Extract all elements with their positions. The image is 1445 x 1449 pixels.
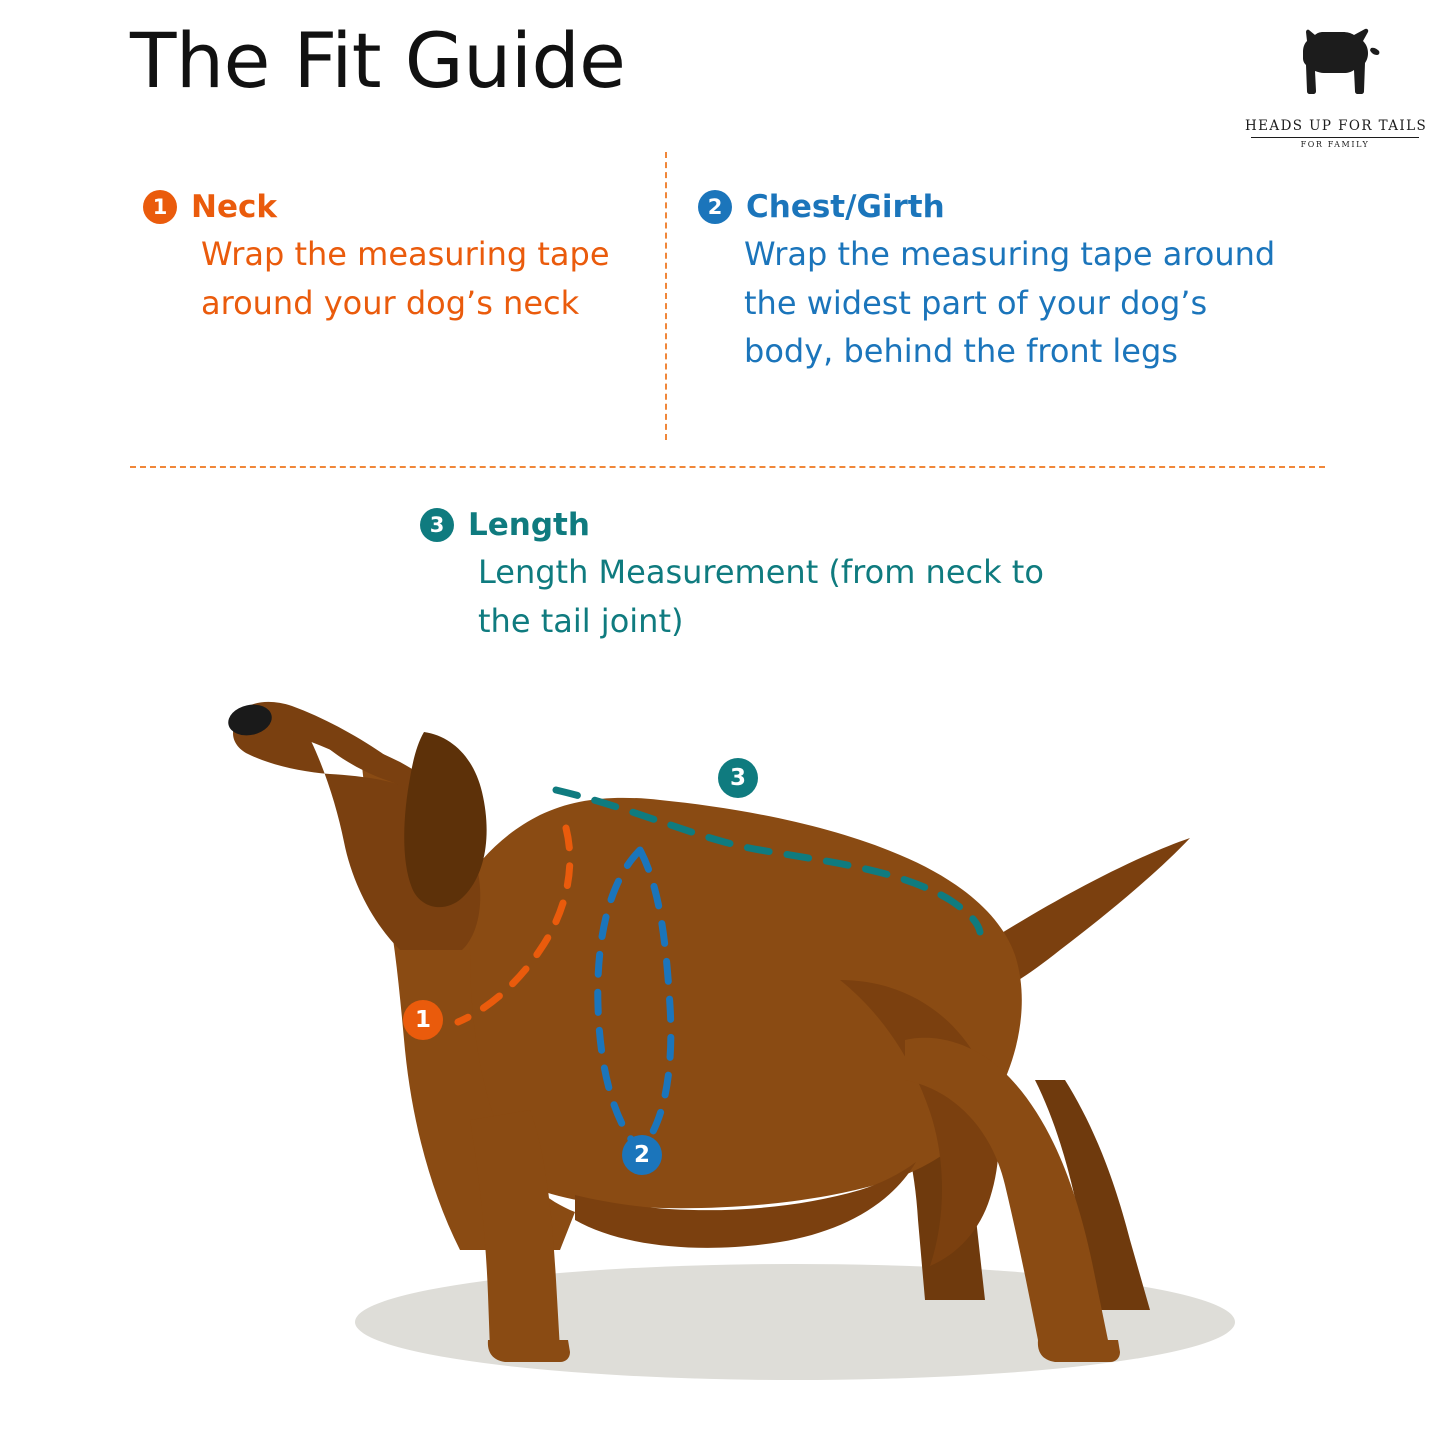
step-chest [698, 190, 1298, 376]
step-chest-header [698, 190, 1298, 224]
step-length-description: Length Measurement (from neck to the tail joint) [478, 553, 1044, 640]
step-neck-header [143, 190, 613, 224]
vertical-divider [665, 152, 667, 440]
step-length-title: Length [468, 506, 590, 543]
step-neck-badge: 1 [143, 190, 177, 224]
step-neck-description: Wrap the measuring tape around your dog’s neck [201, 235, 610, 322]
step-chest-description: Wrap the measuring tape around the widest part of your dog’s body, behind the front legs [744, 235, 1276, 371]
step-length-header [420, 508, 1060, 542]
brand-logo [1245, 22, 1428, 149]
marker-neck: 1 [403, 1000, 443, 1040]
horizontal-divider [130, 466, 1325, 468]
brand-tagline: FOR FAMILY [1300, 140, 1370, 149]
step-chest-badge: 2 [698, 190, 732, 224]
step-length [420, 508, 1060, 645]
step-length-badge: 3 [420, 508, 454, 542]
page-title: The Fit Guide [130, 16, 626, 105]
step-neck-title: Neck [191, 188, 277, 225]
marker-chest: 2 [622, 1135, 662, 1175]
marker-length: 3 [718, 758, 758, 798]
step-chest-title: Chest/Girth [746, 188, 945, 225]
brand-name: HEADS UP FOR TAILS [1245, 118, 1428, 134]
step-neck [143, 190, 613, 327]
dog-silhouette-logo-icon [1245, 22, 1425, 114]
brand-divider [1251, 137, 1419, 138]
